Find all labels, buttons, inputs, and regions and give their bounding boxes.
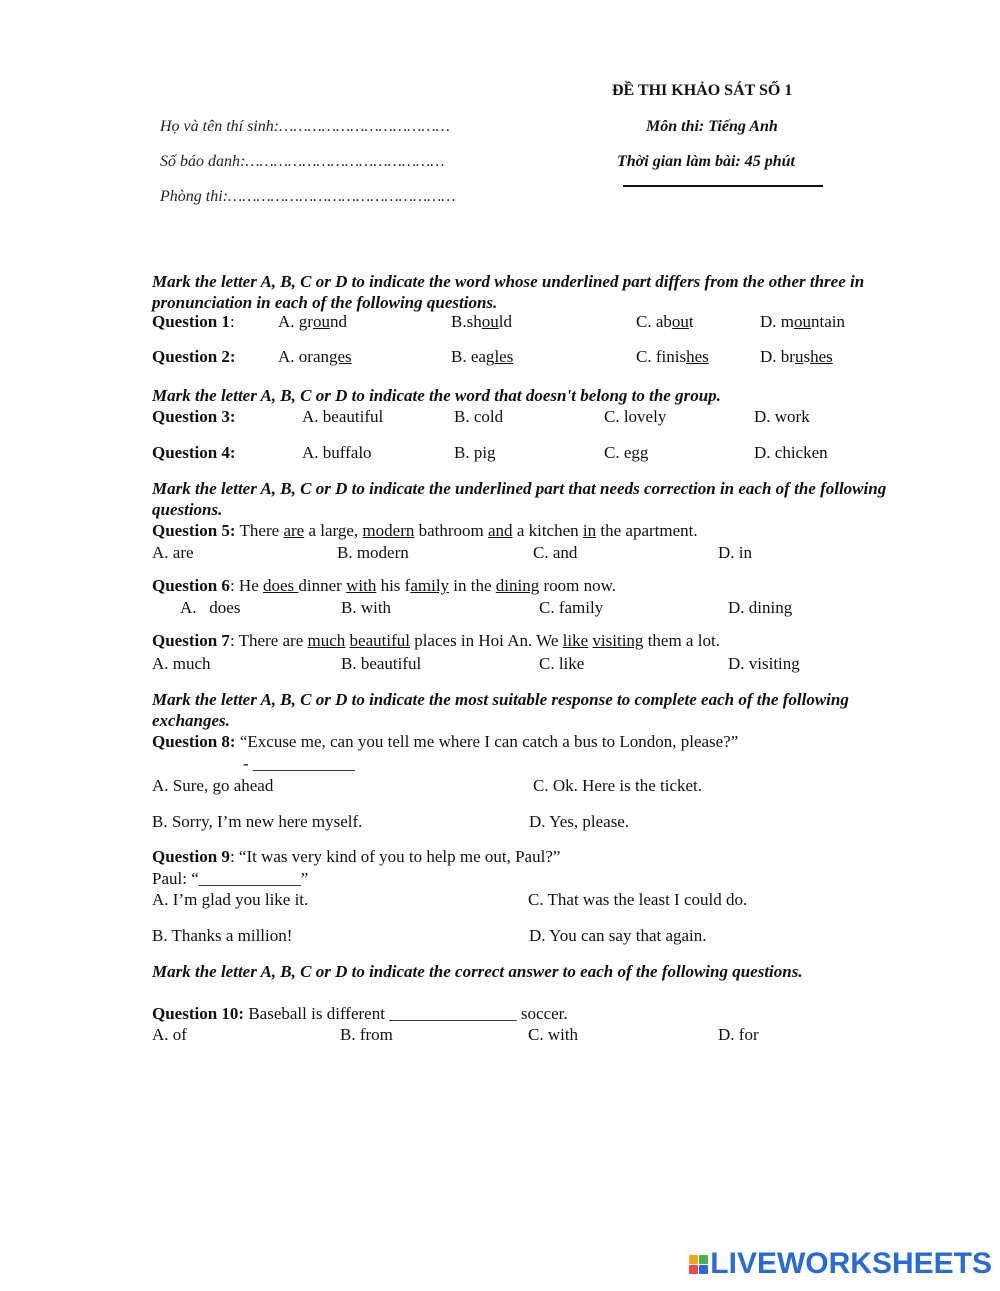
candidate-name-line: Họ và tên thí sinh:……………………………… bbox=[160, 118, 450, 135]
question-3-label: Question 3: bbox=[152, 407, 236, 426]
q8-option-a: A. Sure, go ahead bbox=[152, 776, 274, 795]
q8-option-d: D. Yes, please. bbox=[529, 812, 630, 831]
q3-option-a: A. beautiful bbox=[302, 407, 384, 426]
q5-option-d: D. in bbox=[718, 543, 752, 562]
q10-option-d: D. for bbox=[718, 1025, 759, 1044]
q3-option-c: C. lovely bbox=[604, 407, 667, 426]
question-10: Question 10: Baseball is different _______________ soccer. bbox=[152, 1004, 568, 1023]
q6-option-b: B. with bbox=[341, 598, 392, 617]
section-1-instruction: Mark the letter A, B, C or D to indicate the word whose underlined part differs from the other three in pronunciation in each of the following questions. bbox=[152, 272, 865, 312]
q1-option-c: C. about bbox=[636, 312, 694, 331]
q1-option-a: A. ground bbox=[278, 312, 347, 331]
q8-option-c: C. Ok. Here is the ticket. bbox=[533, 776, 703, 795]
section-4-instruction: Mark the letter A, B, C or D to indicate the most suitable response to complete each of the following exchanges. bbox=[152, 690, 849, 730]
q10-option-b: B. from bbox=[340, 1025, 393, 1044]
question-1: Question 1: bbox=[152, 312, 235, 331]
exam-duration: Thời gian làm bài: 45 phút bbox=[617, 153, 795, 170]
section-3-instruction: Mark the letter A, B, C or D to indicate the underlined part that needs correction in each of the following questions. bbox=[152, 479, 887, 519]
exam-title: ĐỀ THI KHẢO SÁT SỐ 1 bbox=[612, 82, 793, 99]
logo-tile bbox=[689, 1255, 698, 1264]
section-5-instruction: Mark the letter A, B, C or D to indicate the correct answer to each of the following questions. bbox=[152, 962, 803, 981]
question-2-label: Question 2: bbox=[152, 347, 236, 366]
q6-option-a: A. does bbox=[180, 598, 241, 617]
q4-option-d: D. chicken bbox=[754, 443, 828, 462]
q8-option-b: B. Sorry, I’m new here myself. bbox=[152, 812, 363, 831]
q5-option-c: C. and bbox=[533, 543, 578, 562]
q5-option-a: A. are bbox=[152, 543, 194, 562]
q10-option-c: C. with bbox=[528, 1025, 579, 1044]
q1-option-b: B.should bbox=[451, 312, 512, 331]
question-1-label: Question 1 bbox=[152, 312, 230, 331]
liveworksheets-logo bbox=[689, 1247, 992, 1281]
q2-option-c: C. finishes bbox=[636, 347, 709, 366]
logo-tile bbox=[689, 1265, 698, 1274]
q10-option-a: A. of bbox=[152, 1025, 187, 1044]
q9-option-b: B. Thanks a million! bbox=[152, 926, 293, 945]
logo-tile bbox=[699, 1265, 708, 1274]
q2-option-a: A. oranges bbox=[278, 347, 352, 366]
q7-option-c: C. like bbox=[539, 654, 585, 673]
exam-room-line: Phòng thi:………………………………………… bbox=[160, 188, 456, 205]
liveworksheets-logo-icon bbox=[689, 1255, 708, 1274]
q7-option-b: B. beautiful bbox=[341, 654, 422, 673]
q4-option-c: C. egg bbox=[604, 443, 649, 462]
question-7: Question 7: There are much beautiful places in Hoi An. We like visiting them a lot. bbox=[152, 631, 720, 650]
q9-option-d: D. You can say that again. bbox=[529, 926, 707, 945]
q9-blank: Paul: “____________” bbox=[152, 869, 309, 888]
q3-option-d: D. work bbox=[754, 407, 810, 426]
header-divider bbox=[623, 185, 823, 187]
question-5: Question 5: There are a large, modern bathroom and a kitchen in the apartment. bbox=[152, 521, 698, 540]
q2-option-d: D. brushes bbox=[760, 347, 833, 366]
q4-option-a: A. buffalo bbox=[302, 443, 372, 462]
exam-subject: Môn thi: Tiếng Anh bbox=[646, 118, 778, 135]
q8-blank: - ____________ bbox=[243, 754, 355, 773]
q7-option-a: A. much bbox=[152, 654, 211, 673]
q5-option-b: B. modern bbox=[337, 543, 409, 562]
q9-option-a: A. I’m glad you like it. bbox=[152, 890, 309, 909]
q2-option-b: B. eagles bbox=[451, 347, 514, 366]
section-2-instruction: Mark the letter A, B, C or D to indicate the word that doesn't belong to the group. bbox=[152, 386, 721, 405]
q3-option-b: B. cold bbox=[454, 407, 504, 426]
question-6: Question 6: He does dinner with his family in the dining room now. bbox=[152, 576, 617, 595]
q6-option-c: C. family bbox=[539, 598, 604, 617]
q7-option-d: D. visiting bbox=[728, 654, 800, 673]
q9-option-c: C. That was the least I could do. bbox=[528, 890, 748, 909]
liveworksheets-logo-text: LIVEWORKSHEETS bbox=[710, 1247, 992, 1280]
question-4-label: Question 4: bbox=[152, 443, 236, 462]
logo-tile bbox=[699, 1255, 708, 1264]
candidate-id-line: Số báo danh:…………………………………… bbox=[160, 153, 445, 170]
q1-option-d: D. mountain bbox=[760, 312, 845, 331]
question-9: Question 9: “It was very kind of you to help me out, Paul?” bbox=[152, 847, 561, 866]
q4-option-b: B. pig bbox=[454, 443, 496, 462]
q6-option-d: D. dining bbox=[728, 598, 793, 617]
question-8: Question 8: “Excuse me, can you tell me where I can catch a bus to London, please?” bbox=[152, 732, 739, 751]
